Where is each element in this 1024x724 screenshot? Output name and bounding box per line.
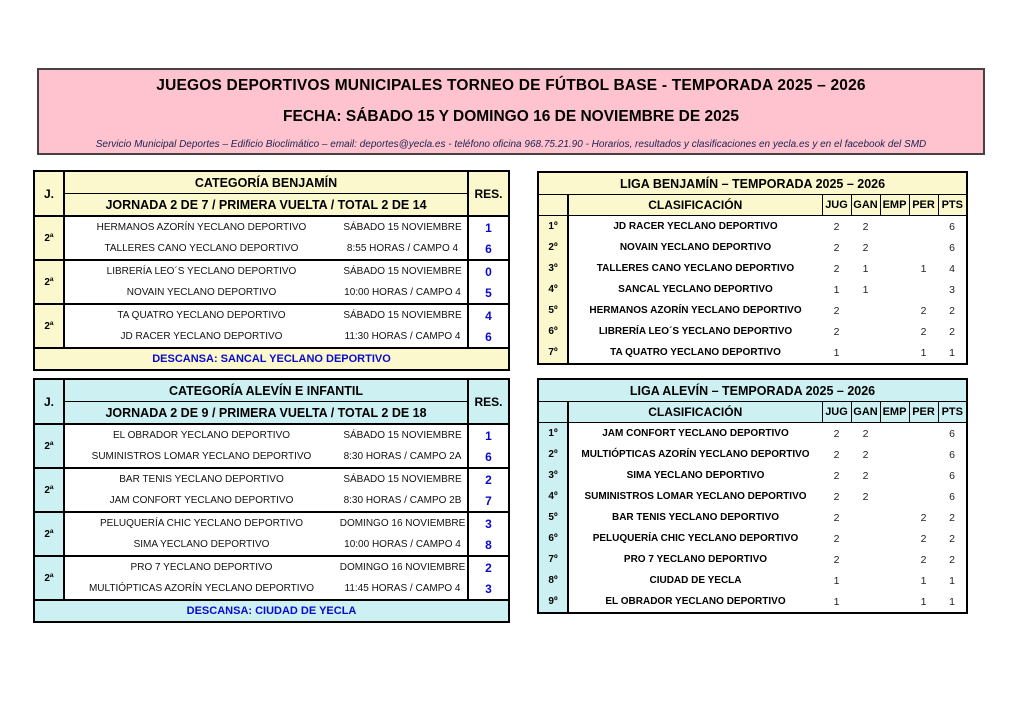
position-cell: 6º xyxy=(538,528,568,549)
played-value: 2 xyxy=(833,532,840,545)
points-header: PTS xyxy=(938,402,967,423)
points-value: 2 xyxy=(949,325,955,338)
match-jornada: 2ª xyxy=(34,260,64,304)
away-score: 6 xyxy=(468,446,509,468)
points-value: 6 xyxy=(949,427,955,440)
match-time: 10:00 HORAS / CAMPO 4 xyxy=(344,539,461,550)
drawn-value xyxy=(880,486,909,507)
match-row xyxy=(34,578,509,600)
won-value xyxy=(851,342,880,364)
standing-row xyxy=(538,237,967,258)
standings-table-benjamin xyxy=(537,171,968,365)
points-value: 6 xyxy=(949,241,955,254)
result-column-header: RES. xyxy=(468,171,509,216)
standing-row xyxy=(538,486,967,507)
match-time: 11:30 HORAS / CAMPO 4 xyxy=(344,331,461,342)
points-value: 3 xyxy=(949,283,955,296)
won-header: GAN xyxy=(851,402,880,423)
drawn-value xyxy=(880,321,909,342)
away-team-name: MULTIÓPTICAS AZORÍN YECLANO DEPORTIVO xyxy=(88,583,315,594)
position-cell: 1º xyxy=(538,216,568,238)
match-jornada: 2ª xyxy=(34,512,64,556)
match-row xyxy=(34,468,509,490)
match-row xyxy=(34,556,509,578)
match-row xyxy=(34,326,509,348)
won-value xyxy=(851,570,880,591)
drawn-value xyxy=(880,279,909,300)
match-row xyxy=(34,490,509,512)
won-value xyxy=(851,549,880,570)
match-row xyxy=(34,424,509,446)
match-date: SÁBADO 15 NOVIEMBRE xyxy=(338,304,468,326)
match-row xyxy=(34,304,509,326)
contact-info-line: Servicio Municipal Deportes – Edificio Bioclimático – email: deportes@yecla.es - teléfono oficina 968.75.21.90 - Horarios, resultados y clasificaciones en yecla.es y en el facebook del SMD xyxy=(95,139,927,150)
away-score: 6 xyxy=(468,238,509,260)
won-value xyxy=(851,300,880,321)
team-name: SANCAL YECLANO DEPORTIVO xyxy=(618,284,773,295)
classification-header: CLASIFICACIÓN xyxy=(568,195,822,216)
played-value: 2 xyxy=(833,427,840,440)
team-name: TALLERES CANO YECLANO DEPORTIVO xyxy=(596,263,795,274)
jornada-column-header: J. xyxy=(34,171,64,216)
team-name: TA QUATRO YECLANO DEPORTIVO xyxy=(610,347,781,358)
team-name: HERMANOS AZORÍN YECLANO DEPORTIVO xyxy=(589,305,802,316)
standings-table-alevin xyxy=(537,378,968,614)
match-jornada: 2ª xyxy=(34,468,64,512)
team-name: BAR TENIS YECLANO DEPORTIVO xyxy=(611,512,780,523)
match-row xyxy=(34,238,509,260)
home-team-name: PELUQUERÍA CHIC YECLANO DEPORTIVO xyxy=(64,512,338,534)
played-header: JUG xyxy=(822,402,851,423)
points-value: 2 xyxy=(949,511,955,524)
match-date: SÁBADO 15 NOVIEMBRE xyxy=(338,216,468,238)
points-header: PTS xyxy=(938,195,967,216)
match-time: 8:30 HORAS / CAMPO 2B xyxy=(343,495,462,506)
category-title: CATEGORÍA ALEVÍN E INFANTIL xyxy=(64,379,468,402)
played-value: 2 xyxy=(833,304,840,317)
match-time: 11:45 HORAS / CAMPO 4 xyxy=(344,583,461,594)
drawn-value xyxy=(880,444,909,465)
lost-value: 1 xyxy=(920,346,927,359)
jornada-subtitle: JORNADA 2 DE 7 / PRIMERA VUELTA / TOTAL 2 DE 14 xyxy=(64,194,468,217)
points-value: 1 xyxy=(949,574,955,587)
away-team-name: SIMA YECLANO DEPORTIVO xyxy=(133,539,270,550)
standing-row xyxy=(538,342,967,364)
standing-row xyxy=(538,279,967,300)
drawn-value xyxy=(880,528,909,549)
home-score: 2 xyxy=(468,556,509,578)
away-score: 7 xyxy=(468,490,509,512)
position-cell: 2º xyxy=(538,444,568,465)
match-jornada: 2ª xyxy=(34,304,64,348)
standing-row xyxy=(538,465,967,486)
away-score: 6 xyxy=(468,326,509,348)
match-row xyxy=(34,282,509,304)
won-value: 1 xyxy=(862,283,869,296)
home-score: 0 xyxy=(468,260,509,282)
played-value: 2 xyxy=(833,448,840,461)
league-title: LIGA BENJAMÍN – TEMPORADA 2025 – 2026 xyxy=(538,172,967,195)
points-value: 6 xyxy=(949,490,955,503)
lost-value: 1 xyxy=(920,574,927,587)
standing-row xyxy=(538,423,967,445)
team-name: JAM CONFORT YECLANO DEPORTIVO xyxy=(602,428,789,439)
lost-value xyxy=(909,216,938,238)
category-title: CATEGORÍA BENJAMÍN xyxy=(64,171,468,194)
match-date: SÁBADO 15 NOVIEMBRE xyxy=(338,260,468,282)
standing-row xyxy=(538,216,967,238)
drawn-value xyxy=(880,465,909,486)
home-team-name: BAR TENIS YECLANO DEPORTIVO xyxy=(64,468,338,490)
lost-value xyxy=(909,423,938,445)
team-name: LIBRERÍA LEO´S YECLANO DEPORTIVO xyxy=(598,326,793,337)
lost-value: 2 xyxy=(920,511,927,524)
fixtures-table-benjamin xyxy=(33,170,510,371)
lost-value: 2 xyxy=(920,553,927,566)
position-cell: 5º xyxy=(538,300,568,321)
team-name: SIMA YECLANO DEPORTIVO xyxy=(626,470,765,481)
standing-row xyxy=(538,549,967,570)
points-value: 2 xyxy=(949,304,955,317)
date-line: FECHA: SÁBADO 15 Y DOMINGO 16 DE NOVIEMBRE DE 2025 xyxy=(283,108,739,125)
played-value: 2 xyxy=(833,241,840,254)
home-score: 4 xyxy=(468,304,509,326)
played-value: 1 xyxy=(833,283,840,296)
won-value: 2 xyxy=(862,448,869,461)
played-value: 2 xyxy=(833,325,840,338)
lost-value xyxy=(909,279,938,300)
fixtures-table-alevin xyxy=(33,378,510,623)
position-cell: 5º xyxy=(538,507,568,528)
points-value: 2 xyxy=(949,532,955,545)
away-score: 3 xyxy=(468,578,509,600)
lost-value xyxy=(909,237,938,258)
played-value: 2 xyxy=(833,490,840,503)
position-cell: 7º xyxy=(538,342,568,364)
position-column-header xyxy=(538,195,568,216)
jornada-column-header: J. xyxy=(34,379,64,424)
home-team-name: LIBRERÍA LEO´S YECLANO DEPORTIVO xyxy=(64,260,338,282)
team-name: SUMINISTROS LOMAR YECLANO DEPORTIVO xyxy=(584,491,807,502)
drawn-value xyxy=(880,300,909,321)
standing-row xyxy=(538,591,967,613)
lost-value: 2 xyxy=(920,325,927,338)
classification-header: CLASIFICACIÓN xyxy=(568,402,822,423)
won-value xyxy=(851,528,880,549)
team-name: NOVAIN YECLANO DEPORTIVO xyxy=(619,242,772,253)
lost-value xyxy=(909,486,938,507)
position-cell: 3º xyxy=(538,465,568,486)
home-team-name: EL OBRADOR YECLANO DEPORTIVO xyxy=(64,424,338,446)
position-cell: 8º xyxy=(538,570,568,591)
drawn-value xyxy=(880,342,909,364)
won-value: 2 xyxy=(862,469,869,482)
away-team-name: JD RACER YECLANO DEPORTIVO xyxy=(120,331,283,342)
match-row xyxy=(34,260,509,282)
position-cell: 4º xyxy=(538,279,568,300)
team-name: CIUDAD DE YECLA xyxy=(649,575,742,586)
played-value: 2 xyxy=(833,553,840,566)
drawn-header: EMP xyxy=(880,195,909,216)
league-title: LIGA ALEVÍN – TEMPORADA 2025 – 2026 xyxy=(538,379,967,402)
drawn-value xyxy=(880,570,909,591)
header-box xyxy=(37,68,985,155)
played-value: 1 xyxy=(833,346,840,359)
standing-row xyxy=(538,507,967,528)
team-name: EL OBRADOR YECLANO DEPORTIVO xyxy=(605,596,786,607)
match-row xyxy=(34,216,509,238)
lost-value: 2 xyxy=(920,532,927,545)
team-name: PELUQUERÍA CHIC YECLANO DEPORTIVO xyxy=(592,533,799,544)
drawn-value xyxy=(880,507,909,528)
drawn-value xyxy=(880,216,909,238)
jornada-subtitle: JORNADA 2 DE 9 / PRIMERA VUELTA / TOTAL 2 DE 18 xyxy=(64,402,468,425)
won-value: 2 xyxy=(862,427,869,440)
away-team-name: SUMINISTROS LOMAR YECLANO DEPORTIVO xyxy=(91,451,312,462)
drawn-value xyxy=(880,549,909,570)
home-score: 1 xyxy=(468,424,509,446)
points-value: 2 xyxy=(949,553,955,566)
result-column-header: RES. xyxy=(468,379,509,424)
points-value: 6 xyxy=(949,469,955,482)
won-value xyxy=(851,507,880,528)
standing-row xyxy=(538,528,967,549)
lost-value: 2 xyxy=(920,304,927,317)
won-value xyxy=(851,321,880,342)
played-value: 2 xyxy=(833,511,840,524)
position-cell: 3º xyxy=(538,258,568,279)
position-cell: 4º xyxy=(538,486,568,507)
match-time: 8:55 HORAS / CAMPO 4 xyxy=(346,243,459,254)
match-jornada: 2ª xyxy=(34,556,64,600)
away-score: 5 xyxy=(468,282,509,304)
position-column-header xyxy=(538,402,568,423)
points-value: 6 xyxy=(949,448,955,461)
home-score: 2 xyxy=(468,468,509,490)
lost-value xyxy=(909,444,938,465)
team-name: MULTIÓPTICAS AZORÍN YECLANO DEPORTIVO xyxy=(581,449,810,460)
points-value: 1 xyxy=(949,595,955,608)
won-value: 2 xyxy=(862,241,869,254)
match-date: DOMINGO 16 NOVIEMBRE xyxy=(338,512,468,534)
drawn-value xyxy=(880,591,909,613)
position-cell: 6º xyxy=(538,321,568,342)
home-score: 3 xyxy=(468,512,509,534)
drawn-value xyxy=(880,237,909,258)
drawn-value xyxy=(880,423,909,445)
match-row xyxy=(34,534,509,556)
match-row xyxy=(34,512,509,534)
home-team-name: TA QUATRO YECLANO DEPORTIVO xyxy=(64,304,338,326)
won-value xyxy=(851,591,880,613)
drawn-header: EMP xyxy=(880,402,909,423)
lost-header: PER xyxy=(909,402,938,423)
match-date: SÁBADO 15 NOVIEMBRE xyxy=(338,468,468,490)
rest-note: DESCANSA: SANCAL YECLANO DEPORTIVO xyxy=(34,348,509,370)
position-cell: 7º xyxy=(538,549,568,570)
position-cell: 1º xyxy=(538,423,568,445)
home-team-name: PRO 7 YECLANO DEPORTIVO xyxy=(64,556,338,578)
home-score: 1 xyxy=(468,216,509,238)
lost-value xyxy=(909,465,938,486)
won-value: 2 xyxy=(862,490,869,503)
match-jornada: 2ª xyxy=(34,424,64,468)
lost-value: 1 xyxy=(920,262,927,275)
away-team-name: NOVAIN YECLANO DEPORTIVO xyxy=(126,287,277,298)
won-header: GAN xyxy=(851,195,880,216)
match-time: 8:30 HORAS / CAMPO 2A xyxy=(343,451,462,462)
drawn-value xyxy=(880,258,909,279)
played-value: 1 xyxy=(833,595,840,608)
lost-value: 1 xyxy=(920,595,927,608)
standing-row xyxy=(538,321,967,342)
played-value: 2 xyxy=(833,262,840,275)
away-team-name: JAM CONFORT YECLANO DEPORTIVO xyxy=(109,495,294,506)
played-value: 2 xyxy=(833,469,840,482)
points-value: 6 xyxy=(949,220,955,233)
match-date: DOMINGO 16 NOVIEMBRE xyxy=(338,556,468,578)
team-name: PRO 7 YECLANO DEPORTIVO xyxy=(623,554,768,565)
played-value: 2 xyxy=(833,220,840,233)
standing-row xyxy=(538,570,967,591)
home-team-name: HERMANOS AZORÍN YECLANO DEPORTIVO xyxy=(64,216,338,238)
position-cell: 9º xyxy=(538,591,568,613)
match-jornada: 2ª xyxy=(34,216,64,260)
rest-note: DESCANSA: CIUDAD DE YECLA xyxy=(34,600,509,622)
played-header: JUG xyxy=(822,195,851,216)
standing-row xyxy=(538,444,967,465)
standing-row xyxy=(538,258,967,279)
points-value: 1 xyxy=(949,346,955,359)
won-value: 2 xyxy=(862,220,869,233)
away-score: 8 xyxy=(468,534,509,556)
match-time: 10:00 HORAS / CAMPO 4 xyxy=(344,287,461,298)
team-name: JD RACER YECLANO DEPORTIVO xyxy=(613,221,778,232)
away-team-name: TALLERES CANO YECLANO DEPORTIVO xyxy=(104,243,299,254)
standing-row xyxy=(538,300,967,321)
won-value: 1 xyxy=(862,262,869,275)
position-cell: 2º xyxy=(538,237,568,258)
document-title: JUEGOS DEPORTIVOS MUNICIPALES TORNEO DE FÚTBOL BASE - TEMPORADA 2025 – 2026 xyxy=(156,77,866,94)
points-value: 4 xyxy=(949,262,955,275)
match-row xyxy=(34,446,509,468)
lost-header: PER xyxy=(909,195,938,216)
played-value: 1 xyxy=(833,574,840,587)
match-date: SÁBADO 15 NOVIEMBRE xyxy=(338,424,468,446)
